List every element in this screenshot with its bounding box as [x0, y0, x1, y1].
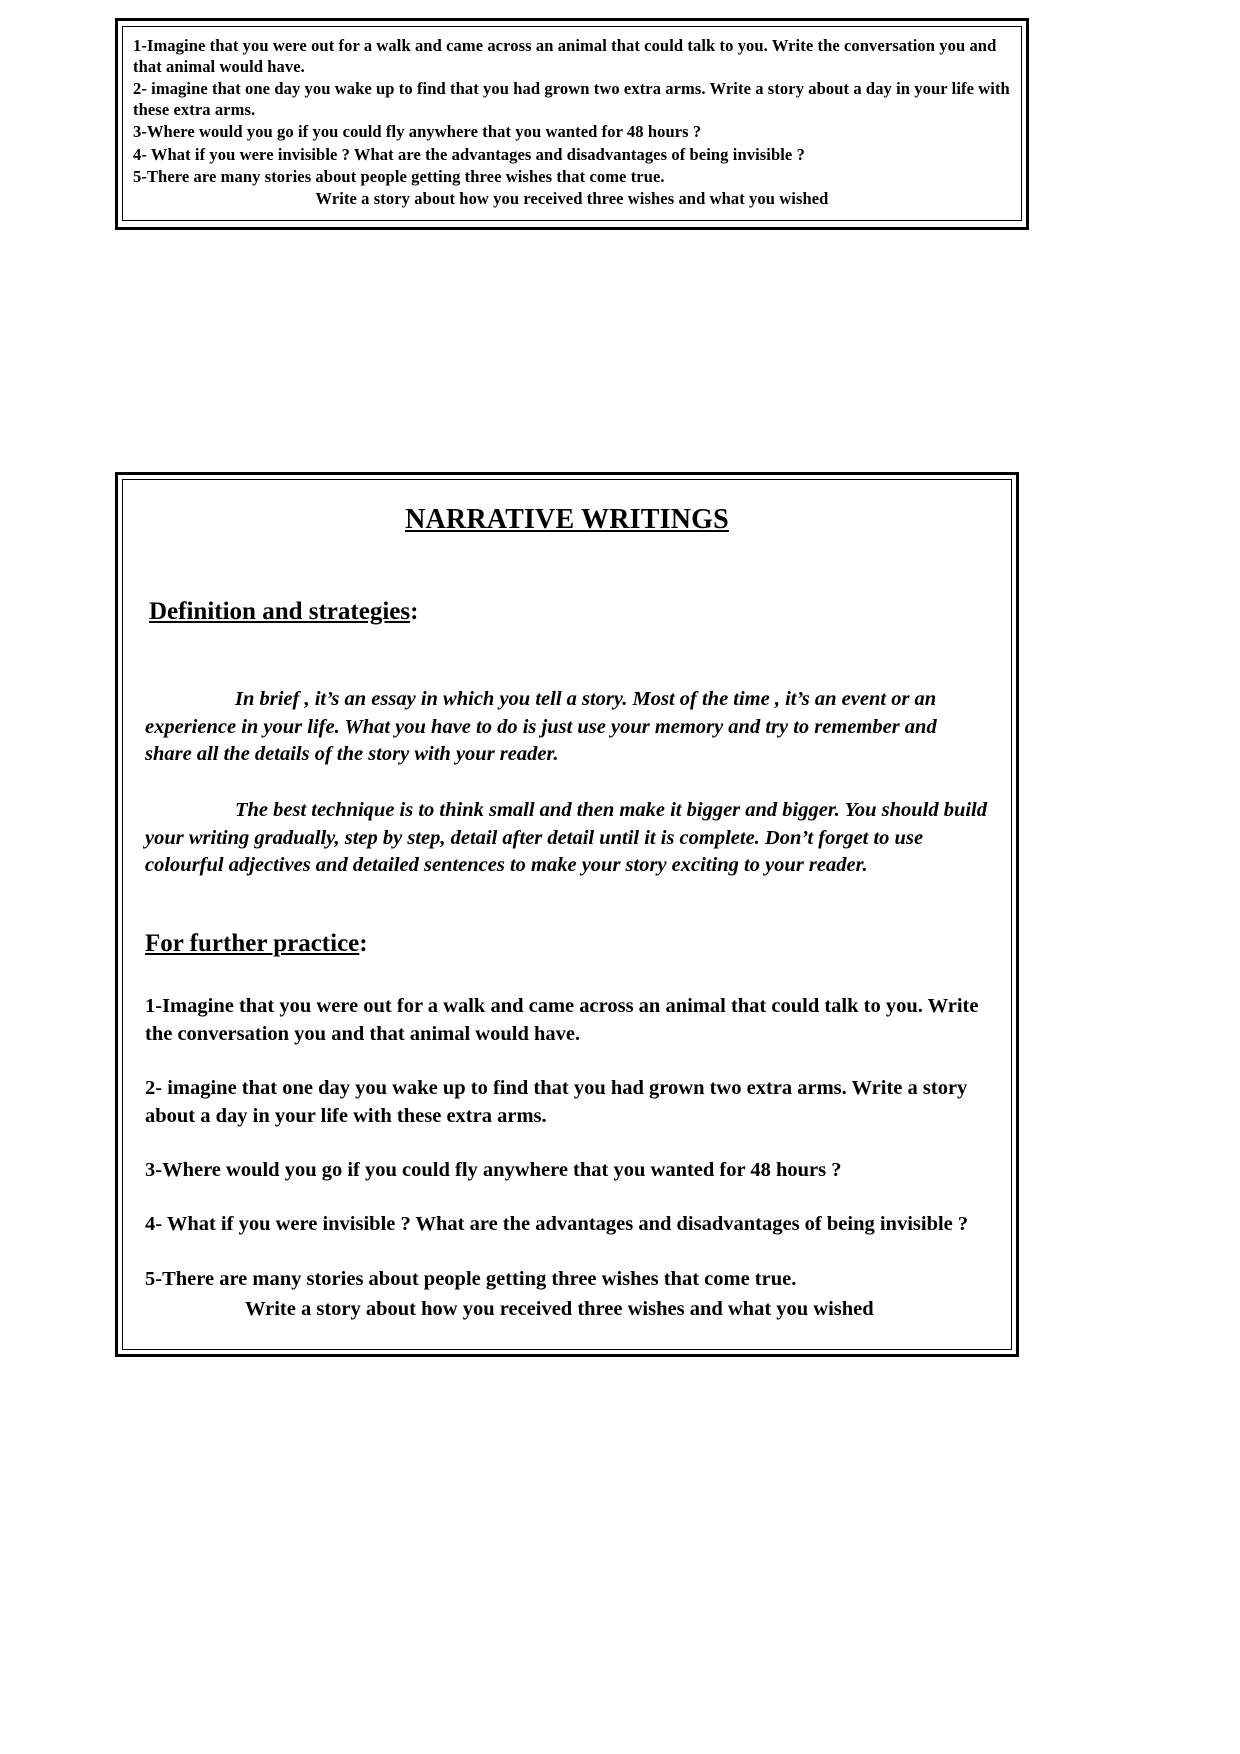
practice-item-2: 2- imagine that one day you wake up to find that you had grown two extra arms. Write a story about a day in your life with these extra arms. [145, 1077, 968, 1128]
page-title: NARRATIVE WRITINGS [405, 504, 729, 535]
definition-heading-text: Definition and strategies [149, 598, 411, 625]
top-prompt-5: 5-There are many stories about people getting three wishes that come true. [133, 166, 665, 186]
practice-item-1: 1-Imagine that you were out for a walk and came across an animal that could talk to you. Write the conversation you and that animal would have. [145, 995, 979, 1046]
main-document-box-inner [122, 479, 1012, 1350]
definition-paragraph-2-text: The best technique is to think small and then make it bigger and bigger. You should build your writing gradually, step by step, detail after detail until it is complete. Don’t forget to use colourful adjectives and detailed sentences to make your story exciting to your reader. [145, 799, 987, 877]
definition-heading [149, 598, 993, 626]
practice-heading-text: For further practice [145, 930, 360, 958]
top-summary-box [115, 18, 1029, 230]
practice-item-5: 5-There are many stories about people getting three wishes that come true. [145, 1267, 797, 1290]
definition-paragraph-2 [141, 797, 993, 880]
practice-item-3: 3-Where would you go if you could fly anywhere that you wanted for 48 hours ? [145, 1159, 842, 1182]
top-prompt-closing: Write a story about how you received three wishes and what you wished [315, 188, 829, 208]
definition-paragraph-1 [141, 686, 993, 769]
practice-heading [145, 930, 993, 958]
practice-closing-line: Write a story about how you received three wishes and what you wished [245, 1297, 874, 1320]
top-prompt-1: 1-Imagine that you were out for a walk and came across an animal that could talk to you. Write the conversation you and that animal would have. [133, 36, 997, 77]
main-document-box [115, 472, 1019, 1357]
top-prompt-4: 4- What if you were invisible ? What are the advantages and disadvantages of being invisible ? [133, 144, 805, 164]
definition-paragraph-1-text: In brief , it’s an essay in which you tell a story. Most of the time , it’s an event or an experience in your life. What you have to do is just use your memory and try to remember and share all the details of the story with your reader. [145, 688, 937, 766]
top-prompt-3: 3-Where would you go if you could fly anywhere that you wanted for 48 hours ? [133, 122, 702, 142]
top-prompt-2: 2- imagine that one day you wake up to find that you had grown two extra arms. Write a story about a day in your life with these extra arms. [133, 79, 1010, 120]
definition-heading-colon: : [410, 598, 419, 625]
top-summary-box-inner [122, 26, 1022, 221]
practice-heading-colon: : [359, 930, 368, 958]
practice-item-4: 4- What if you were invisible ? What are the advantages and disadvantages of being invisible ? [145, 1213, 969, 1236]
